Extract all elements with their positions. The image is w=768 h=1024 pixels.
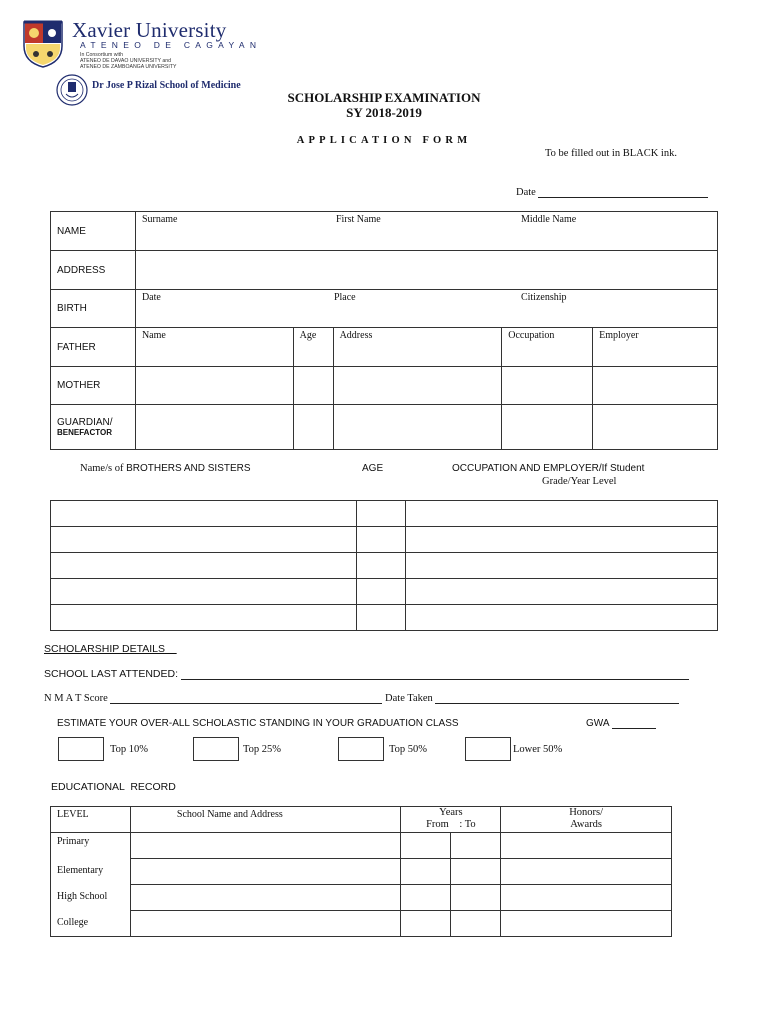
sibling-occupation-cell[interactable] xyxy=(406,501,718,527)
years-label: Years xyxy=(439,807,463,818)
sibling-row xyxy=(51,501,718,527)
form-title: APPLICATION FORM xyxy=(296,135,472,146)
sibling-occupation-cell[interactable] xyxy=(406,605,718,631)
education-table xyxy=(50,806,672,937)
school-last-attended-field[interactable] xyxy=(44,668,689,680)
sibling-name-cell[interactable] xyxy=(51,553,357,579)
surname-label: Surname xyxy=(141,214,178,225)
to-cell[interactable] xyxy=(451,885,501,911)
level-cell xyxy=(51,833,131,859)
to-cell[interactable] xyxy=(451,859,501,885)
top-25-checkbox[interactable] xyxy=(193,737,239,761)
date-field[interactable] xyxy=(516,187,708,198)
guardian-label-cell xyxy=(51,405,136,450)
education-row xyxy=(51,859,672,885)
mother-name-cell[interactable] xyxy=(135,367,293,405)
education-header-row xyxy=(51,807,672,833)
sibling-age-cell[interactable] xyxy=(356,527,406,553)
university-name: Xavier University xyxy=(72,18,227,42)
siblings-name-prefix: Name/s of xyxy=(80,463,124,474)
sibling-age-cell[interactable] xyxy=(356,579,406,605)
awards-label: Awards xyxy=(570,819,602,830)
from-cell[interactable] xyxy=(401,859,451,885)
honors-cell[interactable] xyxy=(501,833,672,859)
birth-input-cell[interactable] xyxy=(135,290,717,328)
sibling-age-cell[interactable] xyxy=(356,553,406,579)
nmat-field[interactable] xyxy=(44,693,679,704)
level-high-school: High School xyxy=(57,890,108,902)
siblings-age-header: AGE xyxy=(362,463,384,474)
first-name-label: First Name xyxy=(335,214,381,225)
guardian-occupation-cell[interactable] xyxy=(502,405,593,450)
guardian-employer-cell[interactable] xyxy=(593,405,718,450)
education-row-elementary xyxy=(51,833,672,859)
xavier-university-seal-logo xyxy=(22,20,64,68)
sibling-name-cell[interactable] xyxy=(51,501,357,527)
address-input-cell[interactable] xyxy=(135,251,717,290)
from-cell[interactable] xyxy=(401,833,451,859)
from-cell[interactable] xyxy=(401,885,451,911)
middle-name-label: Middle Name xyxy=(520,214,577,225)
consortium-line-2: ATENEO DE DAVAO UNIVERSITY and xyxy=(80,58,171,64)
from-cell[interactable] xyxy=(401,911,451,937)
ink-instruction: To be filled out in BLACK ink. xyxy=(545,148,677,159)
date-taken-label: Date Taken xyxy=(385,693,433,704)
level-cell xyxy=(51,859,131,885)
sibling-age-cell[interactable] xyxy=(356,605,406,631)
top-25-label: Top 25% xyxy=(243,744,282,755)
honors-header xyxy=(501,807,672,833)
sibling-name-cell[interactable] xyxy=(51,579,357,605)
father-address-cell[interactable]: Address xyxy=(333,328,502,367)
father-employer-cell[interactable]: Employer xyxy=(593,328,718,367)
standing-label: ESTIMATE YOUR OVER-ALL SCHOLASTIC STANDING IN YOUR GRADUATION CLASS xyxy=(57,718,459,729)
to-label: : To xyxy=(459,819,476,830)
siblings-table xyxy=(50,500,718,631)
father-row xyxy=(51,328,718,367)
mother-employer-cell[interactable] xyxy=(593,367,718,405)
gwa-blank[interactable] xyxy=(612,718,656,729)
level-primary: Primary xyxy=(57,836,90,847)
gwa-field[interactable] xyxy=(586,718,656,729)
honors-label: Honors/ xyxy=(569,807,604,818)
birth-date-label: Date xyxy=(141,292,161,303)
from-to-label xyxy=(401,819,500,831)
education-row xyxy=(51,885,672,911)
top-10-checkbox[interactable] xyxy=(58,737,104,761)
guardian-name-cell[interactable] xyxy=(135,405,293,450)
consortium-line-3: ATENEO DE ZAMBOANGA UNIVERSITY xyxy=(80,64,177,70)
siblings-grade-header: Grade/Year Level xyxy=(542,476,617,487)
father-occupation-cell[interactable]: Occupation xyxy=(502,328,593,367)
sibling-occupation-cell[interactable] xyxy=(406,553,718,579)
honors-cell[interactable] xyxy=(501,911,672,937)
guardian-age-cell[interactable] xyxy=(293,405,333,450)
nmat-blank[interactable] xyxy=(110,693,382,704)
sibling-name-cell[interactable] xyxy=(51,605,357,631)
consortium-line-1: In Consortium with xyxy=(80,52,123,58)
birth-place-label: Place xyxy=(333,292,356,303)
guardian-row xyxy=(51,405,718,450)
father-age-cell[interactable]: Age xyxy=(293,328,333,367)
mother-age-cell[interactable] xyxy=(293,367,333,405)
to-cell[interactable] xyxy=(451,911,501,937)
school-year: SY 2018-2019 xyxy=(346,105,422,120)
level-elementary: Elementary xyxy=(57,864,104,876)
level-college: College xyxy=(57,916,89,928)
educational-record-title: EDUCATIONAL RECORD xyxy=(51,781,176,793)
sibling-occupation-cell[interactable] xyxy=(406,579,718,605)
sibling-name-cell[interactable] xyxy=(51,527,357,553)
top-50-label: Top 50% xyxy=(389,744,428,755)
sibling-row xyxy=(51,527,718,553)
benefactor-label: BENEFACTOR xyxy=(57,428,112,437)
scholarship-details-label: SCHOLARSHIP DETAILS xyxy=(44,643,165,655)
school-header: School Name and Address xyxy=(130,807,401,833)
scholarship-details-title xyxy=(44,643,177,655)
education-row xyxy=(51,911,672,937)
top-10-label: Top 10% xyxy=(110,744,149,755)
honors-cell[interactable] xyxy=(501,885,672,911)
father-name-cell[interactable]: Name xyxy=(135,328,293,367)
date-label: Date xyxy=(516,187,536,198)
to-cell[interactable] xyxy=(451,833,501,859)
name-input-cell[interactable] xyxy=(135,212,717,251)
date-blank[interactable] xyxy=(538,187,708,198)
ateneo-subtitle: ATENEO DE CAGAYAN xyxy=(80,40,262,50)
guardian-label: GUARDIAN/ xyxy=(57,417,113,428)
honors-cell[interactable] xyxy=(501,859,672,885)
sibling-row xyxy=(51,553,718,579)
address-label: ADDRESS xyxy=(51,251,136,290)
school-cell[interactable] xyxy=(130,885,401,911)
name-label: NAME xyxy=(51,212,136,251)
school-last-attended-label: SCHOOL LAST ATTENDED: xyxy=(44,668,179,680)
sibling-age-cell[interactable] xyxy=(356,501,406,527)
exam-title: SCHOLARSHIP EXAMINATION xyxy=(287,90,481,105)
personal-info-table xyxy=(50,211,718,450)
school-last-attended-blank[interactable] xyxy=(181,669,689,680)
citizenship-label: Citizenship xyxy=(520,292,567,303)
name-row xyxy=(51,212,718,251)
nmat-label: N M A T Score xyxy=(44,693,108,704)
birth-row xyxy=(51,290,718,328)
years-header xyxy=(401,807,501,833)
school-cell[interactable] xyxy=(130,833,401,859)
date-taken-blank[interactable] xyxy=(435,693,679,704)
lower-50-label: Lower 50% xyxy=(513,744,563,755)
sibling-row xyxy=(51,579,718,605)
school-cell[interactable] xyxy=(130,911,401,937)
siblings-name-header xyxy=(80,463,251,474)
sibling-occupation-cell[interactable] xyxy=(406,527,718,553)
mother-address-cell[interactable] xyxy=(333,367,502,405)
level-header: LEVEL xyxy=(51,807,131,833)
mother-row xyxy=(51,367,718,405)
mother-label: MOTHER xyxy=(51,367,136,405)
level-cell xyxy=(51,885,131,911)
guardian-address-cell[interactable] xyxy=(333,405,502,450)
level-cell xyxy=(51,911,131,937)
mother-occupation-cell[interactable] xyxy=(502,367,593,405)
siblings-name-title: BROTHERS AND SISTERS xyxy=(126,463,251,474)
from-label: From xyxy=(426,819,449,830)
siblings-occupation-header: OCCUPATION AND EMPLOYER/If Student xyxy=(452,463,645,474)
sibling-row xyxy=(51,605,718,631)
lower-50-checkbox[interactable] xyxy=(465,737,511,761)
birth-label: BIRTH xyxy=(51,290,136,328)
medical-school-name: Dr Jose P Rizal School of Medicine xyxy=(92,80,241,91)
father-label: FATHER xyxy=(51,328,136,367)
address-row xyxy=(51,251,718,290)
top-50-checkbox[interactable] xyxy=(338,737,384,761)
gwa-label: GWA xyxy=(586,718,609,729)
school-cell[interactable] xyxy=(130,859,401,885)
